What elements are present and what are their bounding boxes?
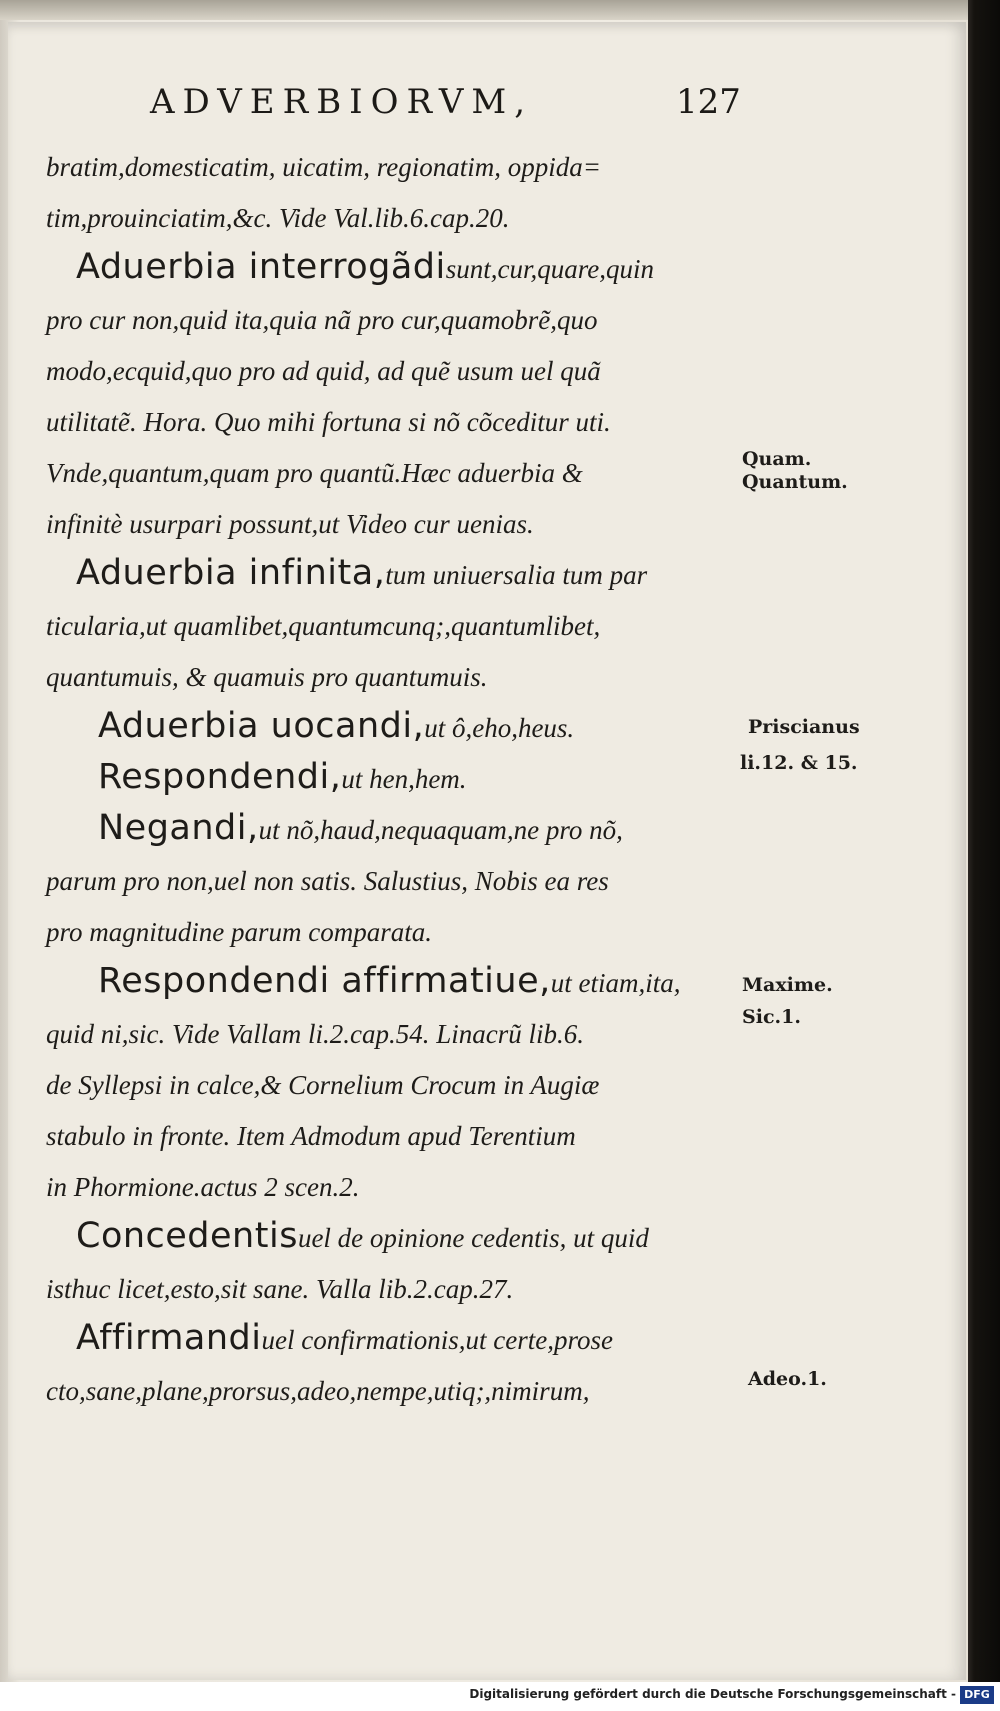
text-line: bratim,domesticatim, uicatim, regionatim, oppida=	[46, 152, 601, 182]
text-line: Negandi,ut nõ,haud,nequaquam,ne pro nõ,	[98, 808, 623, 848]
text-line: stabulo in fronte. Item Admodum apud Terentium	[46, 1121, 576, 1151]
text-line: Respondendi,ut hen,hem.	[98, 757, 467, 797]
book-top-edge	[0, 0, 1000, 20]
margin-note: Quam.	[742, 448, 812, 470]
margin-note: li.12. & 15.	[740, 752, 858, 774]
text-line: Aduerbia infinita,tum uniuersalia tum par	[76, 553, 648, 593]
body-text	[46, 140, 746, 1415]
text-line: Vnde,quantum,quam pro quantũ.Hæc aduerbia &	[46, 458, 583, 488]
text-line: infinitè usurpari possunt,ut Video cur uenias.	[46, 509, 534, 539]
margin-note: Sic.1.	[742, 1006, 801, 1028]
text-line: in Phormione.actus 2 scen.2.	[46, 1172, 360, 1202]
text-line: parum pro non,uel non satis. Salustius, Nobis ea res	[46, 866, 609, 896]
text-line: Aduerbia interrogãdisunt,cur,quare,quin	[76, 247, 654, 287]
text-line: isthuc licet,esto,sit sane. Valla lib.2.cap.27.	[46, 1274, 514, 1304]
running-head: ADVERBIORVM,	[150, 82, 534, 122]
footer-credit: Digitalisierung gefördert durch die Deutsche Forschungsgemeinschaft -	[469, 1687, 956, 1701]
text-line: utilitatẽ. Hora. Quo mihi fortuna si nõ cõceditur uti.	[46, 407, 611, 437]
text-line: de Syllepsi in calce,& Cornelium Crocum in Augiæ	[46, 1070, 600, 1100]
margin-note: Adeo.1.	[748, 1368, 827, 1390]
text-line: pro cur non,quid ita,quia nã pro cur,quamobrẽ,quo	[46, 305, 598, 335]
dfg-logo-icon: DFG	[960, 1686, 994, 1704]
text-line: Respondendi affirmatiue,ut etiam,ita,	[98, 961, 681, 1001]
text-line: modo,ecquid,quo pro ad quid, ad quẽ usum uel quã	[46, 356, 601, 386]
text-line: ticularia,ut quamlibet,quantumcunq;,quantumlibet,	[46, 611, 601, 641]
digitization-footer	[0, 1682, 1000, 1711]
margin-note: Priscianus	[748, 716, 860, 738]
text-line: cto,sane,plane,prorsus,adeo,nempe,utiq;,nimirum,	[46, 1376, 590, 1406]
text-line: Affirmandiuel confirmationis,ut certe,prose	[76, 1318, 613, 1358]
text-line: tim,prouinciatim,&c. Vide Val.lib.6.cap.20.	[46, 203, 510, 233]
text-line: Aduerbia uocandi,ut ô,eho,heus.	[98, 706, 575, 746]
margin-note: Quantum.	[742, 471, 848, 493]
book-right-edge	[968, 0, 1000, 1711]
text-line: Concedentisuel de opinione cedentis, ut quid	[76, 1216, 649, 1256]
text-line: quid ni,sic. Vide Vallam li.2.cap.54. Linacrũ lib.6.	[46, 1019, 584, 1049]
text-line: pro magnitudine parum comparata.	[46, 917, 432, 947]
page-number: 127	[676, 82, 741, 122]
margin-note: Maxime.	[742, 974, 833, 996]
text-line: quantumuis, & quamuis pro quantumuis.	[46, 662, 488, 692]
